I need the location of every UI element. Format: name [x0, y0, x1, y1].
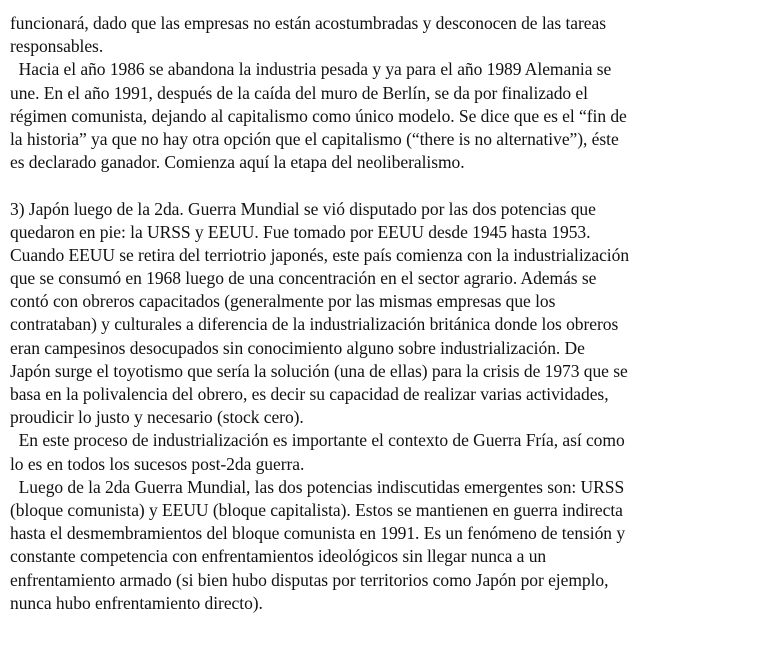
text-line: hasta el desmembramientos del bloque comunista en 1991. Es un fenómeno de tensión y: [10, 523, 626, 544]
text-line: 3) Japón luego de la 2da. Guerra Mundial se vió disputado por las dos potencias que: [10, 198, 596, 219]
text-line: contó con obreros capacitados (generalmente por las mismas empresas que los: [10, 291, 556, 312]
text-line: enfrentamiento armado (si bien hubo disputas por territorios como Japón por ejemplo,: [10, 569, 609, 590]
text-line: nunca hubo enfrentamiento directo).: [10, 592, 263, 613]
text-line: quedaron en pie: la URSS y EEUU. Fue tomado por EEUU desde 1945 hasta 1953.: [10, 221, 591, 242]
text-line: Luego de la 2da Guerra Mundial, las dos potencias indiscutidas emergentes son: URSS: [10, 476, 625, 497]
text-line: la historia” ya que no hay otra opción que el capitalismo (“there is no alternative”), éste: [10, 128, 619, 149]
paragraph-spacer: [10, 174, 780, 197]
text-line: Cuando EEUU se retira del terriotrio japonés, este país comienza con la industrialización: [10, 244, 630, 265]
text-line: régimen comunista, dejando al capitalismo como único modelo. Se dice que es el “fin de: [10, 105, 627, 126]
text-line: responsables.: [10, 36, 104, 57]
text-line: basa en la polivalencia del obrero, es decir su capacidad de realizar varias actividades,: [10, 384, 609, 404]
text-line: proudicir lo justo y necesario (stock cero).: [10, 407, 304, 428]
text-line: Japón surge el toyotismo que sería la solución (una de ellas) para la crisis de 1973 que se: [10, 360, 628, 381]
text-line: contrataban) y culturales a diferencia de la industrialización británica donde los obreros: [10, 314, 619, 335]
text-line: es declarado ganador. Comienza aquí la etapa del neoliberalismo.: [10, 152, 465, 173]
text-line: une. En el año 1991, después de la caída del muro de Berlín, se da por finalizado el: [10, 82, 588, 103]
text-line: (bloque comunista) y EEUU (bloque capitalista). Estos se mantienen en guerra indirecta: [10, 499, 623, 520]
text-line: lo es en todos los sucesos post-2da guerra.: [10, 453, 305, 474]
text-line: Hacia el año 1986 se abandona la industria pesada y ya para el año 1989 Alemania se: [10, 59, 612, 80]
text-line: En este proceso de industrialización es importante el contexto de Guerra Fría, así como: [10, 430, 625, 451]
text-line: que se consumó en 1968 luego de una concentración en el sector agrario. Además se: [10, 268, 597, 289]
text-line: funcionará, dado que las empresas no están acostumbradas y desconocen de las tareas: [10, 13, 606, 33]
document-body: [10, 12, 780, 615]
text-line: eran campesinos desocupados sin conocimiento alguno sobre industrialización. De: [10, 337, 585, 358]
text-line: constante competencia con enfrentamientos ideológicos sin llegar nunca a un: [10, 546, 547, 567]
